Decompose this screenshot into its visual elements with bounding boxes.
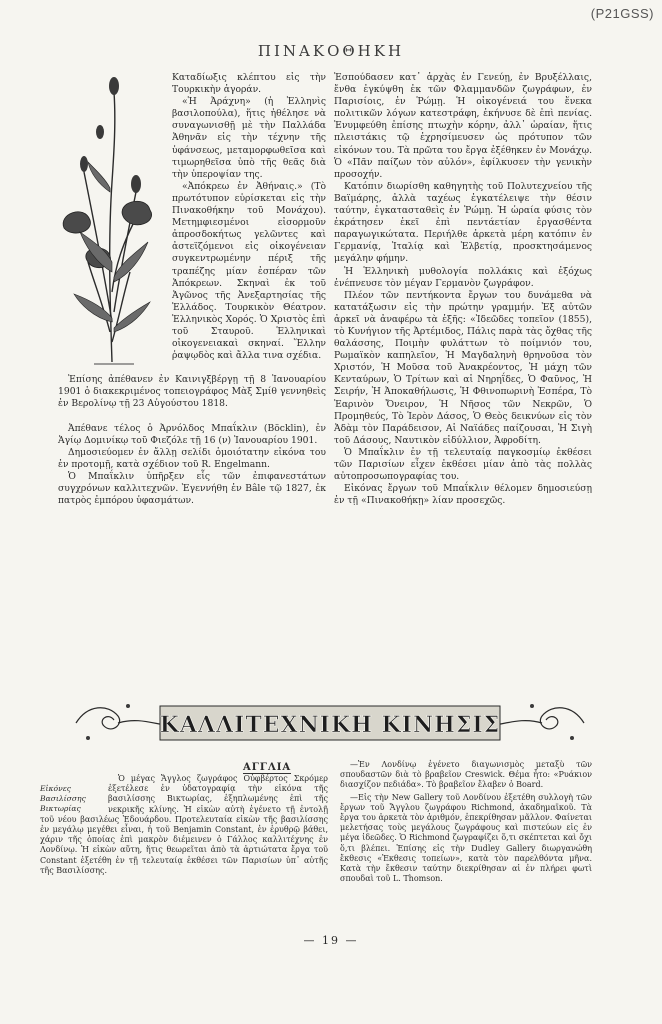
paragraph: Ἐσπούδασεν κατ᾽ ἀρχὰς ἐν Γενεύῃ, ἐν Βρυξέλλαις, ἔνθα ἐγκύψθη ἐκ τῶν Φλαμμανδῶν ζωγράφων, ἐν Παρισίοις, ἐν Ῥώμῃ. Ἡ οἰκογένειά του ἕνεκα πολιτικῶν λόγων κατεστράφη, ἐκήνυσε δὲ ἐπὶ πενίας. Ἐνυμφεύθη ἐπίσης πτωχὴν κόρην, ἀλλ᾽ ὡραίαν, ἥτις πλειστάκις τῷ ἐχρησίμευσεν ὡς πρότυπον τῶν εἰκόνων του. Τὰ πρῶτα του ἔργα ἐξέθηκεν ἐν Μονάχῳ. Ὁ «Πᾶν παίζων τὸν αὐλόν», ἐφίλκυσεν τὴν γενικὴν προσοχήν. [334, 72, 592, 180]
page-title: ΠΙΝΑΚΟΘΗΚΗ [257, 42, 405, 60]
paragraph: —Εἰς τὴν New Gallery τοῦ Λονδίνου ἐξετέθη συλλογὴ τῶν ἔργων τοῦ Ἄγγλου ζωγράφου Richmond, ἀκαδημαϊκοῦ. Τὰ ἔργα του ἀρκετὰ τὸν ἀριθμόν, ἐπεκρίθησαν μᾶλλον. Φαίνεται μελετήσας τοὺς μεγάλους ζωγράφους καὶ πιστεύων εἰς ἐν μέγα ἰδεῶδες. Ὁ Richmond ζωγραφίζει ὅ,τι σκέπτεται καὶ ὄχι ὅ,τι βλέπει. Ἐπίσης εἰς τὴν Dudley Gallery διωργανώθη ἔκθεσις «Ἐκθεσις τοπείων», κατὰ τὸν παρελθόντα μῆνα. Κατὰ τὴν ἔκθεσιν ταύτην διεκρίθησαν αἱ ἐν πλήρει φωτὶ σπουδαὶ τοῦ L. Thomson. [340, 792, 592, 884]
paragraph: Κατόπιν διωρίσθη καθηγητὴς τοῦ Πολυτεχνείου τῆς Βαϊμάρης, ἀλλὰ ταχέως ἐγκατέλειψε τὴν θέσιν ταύτην, ἐγκατασταθεὶς ἐν Ῥώμῃ. Ἡ ὡραία φύσις τὸν ἐκράτησεν ἐκεῖ ἐπὶ πεντάετίαν ἐργασθέντα παραγωγικώτατα. Περιήλθε ἀρκετὰ μέρη κατόπιν ἐν Γερμανίᾳ, Ἰταλίᾳ καὶ Ἑλβετίᾳ, προσκτησάμενος μεγάλην φήμην. [334, 180, 592, 265]
left-column [58, 72, 326, 507]
paragraph: Πλέον τῶν πεντήκοντα ἔργων του δυνάμεθα νὰ κατατάξωσιν εἰς τὴν πρώτην γραμμήν. Ἐξ αὐτῶν ἀρκεῖ νὰ ἀναφέρω τὰ ἑξῆς: «Ἰδεῶδες τοπεῖον (1855), τὸ Κυνήγιον τῆς Ἀρτέμιδος, Πάλις παρὰ τὰς ὄχθας τῆς θαλάσσης, Ποιμὴν φυλάττων τὸ ποίμνιόν του, Ρωμαϊκὸν καπηλεῖον, Ἡ Μαγδαληνὴ θρηνοῦσα τὸν Χριστόν, Ἡ Μοῦσα τοῦ Ἀνακρέοντος, Ἡ μάχη τῶν Κενταύρων, Ὁ Τρίτων καὶ αἱ Νηρηΐδες, Ὁ Φαῦνος, Ἡ Σειρήν, Ἡ Ἀποκαθήλωσις, Ἡ Φθινοπωρινὴ Ἑσπέρα, Τὸ Ἐαρινὸν Ὄνειρον, Ἡ Νῆσος τῶν Νεκρῶν, Ὁ Προμηθεύς, Τὸ Ἱερὸν Δάσος, Ὁ Θεὸς δεικνύων εἰς τὸν Ἀδὰμ τὸν Παράδεισον, Αἱ Ναϊάδες παίζουσαι, Ἡ Σιγὴ τοῦ Δάσους, Ναυτικὸν εἰδύλλιον, Ἀφροδίτη. [334, 289, 592, 446]
paragraph: Ἐπίσης ἀπέθανεν ἐν Καινιγξβέργῃ τῇ 8 Ἰανουαρίου 1901 ὁ διακεκριμένος τοπειογράφος Μὰξ Σμίθ γεννηθεὶς ἐν Βερολίνῳ τῇ 23 Αὐγούστου 1818. [58, 374, 326, 410]
paragraph: Καταδίωξις κλέπτου εἰς τὴν Τουρκικὴν ἀγοράν. [172, 72, 326, 96]
paragraph: —Ἐν Λονδίνῳ ἐγένετο διαγωνισμὸς μεταξὺ τῶν σπουδαστῶν διὰ τὸ βραβεῖον Creswick. Θέμα ἦτο: «Ρυάκιον διασχίζον πεδιάδα». Τὸ βραβεῖον ἔλαβεν ὁ Board. [340, 760, 592, 790]
ornamental-banner [68, 694, 592, 752]
paragraph: Ὁ μέγας Ἄγγλος ζωγράφος Οὐφβέρτος Σκρόμερ ἐξετέλεσε ἐν ὑδατογραφίᾳ τὴν εἰκόνα τῆς βασιλίσσης Βικτωρίας, ἐξηπλωμένης ἐπὶ τῆς νεκρικῆς κλίνης. Ἡ εἰκὼν αὐτὴ ἐγένετο τῇ ἐντολῇ τοῦ νέου βασιλέως Ἐδουάρδου. Προτελευταία εἰκὼν τῆς βασιλίσσης ἐν μεγάλῳ μεγέθει εἶναι, ἡ τοῦ Benjamin Constant, ἐν ἐρυθρῷ βάθει, χάριν τῆς ὁποίας ἐπὶ μακρὸν διέμεινεν ὁ Γάλλος καλλιτέχνης ἐν Λονδίνῳ. Ἡ εἰκὼν αὕτη, ἥτις θεωρεῖται ἀπὸ τὰ ἀρτιώτατα ἔργα τοῦ Constant ἐξετέθη ἐν τῇ τελευταίᾳ ἐκθέσει τῶν Παρισίων ὑπ᾽ αὐτῆς τῆς Βασιλίσσης. [40, 774, 328, 875]
paragraph: Ὁ Μπαΐκλιν ἐν τῇ τελευταίᾳ παγκοσμίῳ ἐκθέσει τῶν Παρισίων εἶχεν ἐκθέσει μίαν ἀπὸ τὰς πολλὰς αὐτοπροσωπογραφίας του. [334, 446, 592, 483]
right-column [334, 72, 592, 507]
poppy-illustration [54, 72, 166, 370]
paragraph: Ἡ Ἑλληνικὴ μυθολογία πολλάκις καὶ ἐξόχως ἐνέπνευσε τὸν μέγαν Γερμανὸν ζωγράφον. [334, 265, 592, 289]
archive-stamp: (P21GSS) [590, 6, 654, 21]
banner-title: ΚΑΛΛΙΤΕΧΝΙΚΗ ΚΙΝΗΣΙΣ [159, 712, 501, 738]
paragraph: Ὁ Μπαΐκλιν ὑπῆρξεν εἷς τῶν ἐπιφανεστάτων συγχρόνων καλλιτεχνῶν. Ἐγεννήθη ἐν Bâle τῷ 1827, ἐκ πατρὸς ἐμπόρου ὑφασμάτων. [58, 470, 326, 507]
section-heading: ΑΓΓΛΙΑ [243, 762, 292, 773]
page-number: — 19 — [303, 934, 359, 947]
bottom-right-column [340, 760, 592, 884]
paragraph: Ἀπέθανε τέλος ὁ Ἀρνόλδος Μπαΐκλιν (Böcklin), ἐν Ἁγίῳ Δομινίκῳ τοῦ Φιεζόλε τῇ 16 (ν) Ἰανουαρίου 1901. [58, 422, 326, 446]
paragraph: Εἰκόνας ἔργων τοῦ Μπαΐκλιν θέλομεν δημοσιεύσῃ ἐν τῇ «Πινακοθήκῃ» λίαν προσεχῶς. [334, 483, 592, 507]
paragraph: Δημοσιεύομεν ἐν ἄλλῃ σελίδι ὁμοιότατην εἰκόνα του ἐν προτομῇ, κατὰ σχέδιον τοῦ R. Engelmann. [58, 446, 326, 470]
margin-note: Εἰκόνες Βασιλίσσης Βικτωρίας [40, 784, 86, 814]
paragraph: «Ἡ Ἀράχνη» (ἡ Ἑλληνὶς βασιλοπούλα), ἥτις ἠθέλησε νὰ συναγωνισθῇ μὲ τὴν Παλλάδα Ἀθηνᾶν εἰς τὴν τέχνην τῆς ὑφάνσεως, μεταμορφωθεῖσα καὶ τιμωρηθεῖσα ὑπὸ τῆς θεᾶς διὰ τὴν ὑπεροψίαν της. [172, 96, 326, 180]
paragraph: «Ἀπόκρεω ἐν Ἀθήναις.» (Τὸ πρωτότυπον εὑρίσκεται εἰς τὴν Πινακοθήκην τοῦ Μονάχου). Μετημφιεσμένοι εἰσορμοῦν ἀπροσδοκήτως γελῶντες καὶ ἀστεϊζόμενοι εἰς οἰκογένειαν συγκεντρωμένην πέριξ τῆς τραπέζης μίαν ἑσπέραν τῶν Ἀπόκρεων. Σκηναὶ ἐκ τοῦ Ἀγῶνος τῆς Ἀνεξαρτησίας τῆς Ἑλλάδος. Τουρκικὸν Θέατρον. Ἑλληνικὸς Χορός. Ὁ Χριστὸς ἐπὶ τοῦ Σταυροῦ. Ἑλληνικαὶ οἰκογενειακαὶ σκηναί. Ἕλλην ῥαψῳδὸς καὶ ἄλλα τινα σχέδια. [172, 180, 326, 362]
bottom-left-column [40, 774, 328, 876]
